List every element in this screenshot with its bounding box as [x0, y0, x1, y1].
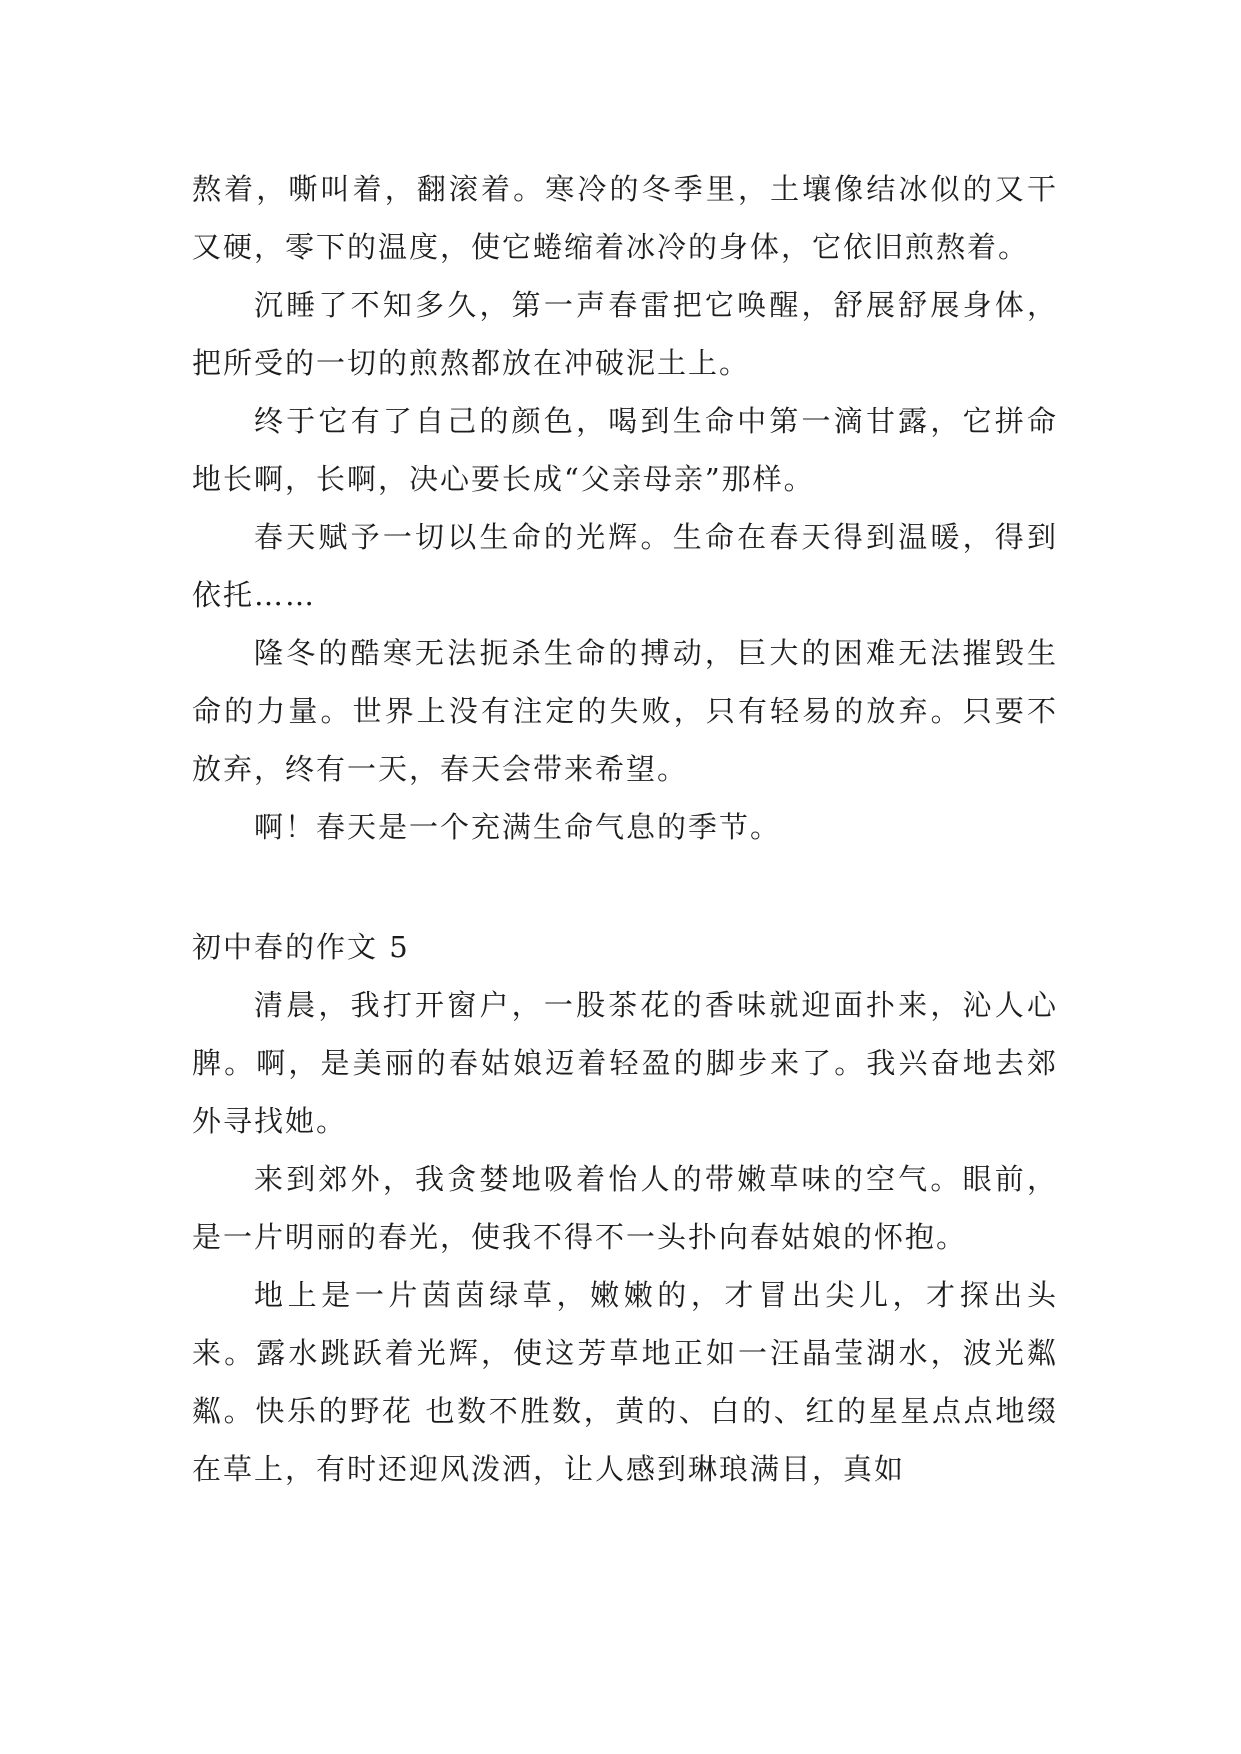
paragraph: 沉睡了不知多久，第一声春雷把它唤醒，舒展舒展身体，把所受的一切的煎熬都放在冲破泥土上。 — [192, 288, 1058, 380]
paragraph: 清晨，我打开窗户，一股茶花的香味就迎面扑来，沁人心脾。啊，是美丽的春姑娘迈着轻盈的脚步来了。我兴奋地去郊外寻找她。 — [192, 988, 1058, 1138]
paragraph: 隆冬的酷寒无法扼杀生命的搏动，巨大的困难无法摧毁生命的力量。世界上没有注定的失败，只有轻易的放弃。只要不放弃，终有一天，春天会带来希望。 — [192, 636, 1058, 786]
document-body — [192, 160, 1058, 1498]
paragraph: 春天赋予一切以生命的光辉。生命在春天得到温暖，得到依托…… — [192, 520, 1058, 612]
section-title: 初中春的作文 5 — [192, 930, 410, 964]
paragraph-continuation: 熬着，嘶叫着，翻滚着。寒冷的冬季里，土壤像结冰似的又干又硬，零下的温度，使它蜷缩着冰冷的身体，它依旧煎熬着。 — [192, 172, 1058, 264]
paragraph: 终于它有了自己的颜色，喝到生命中第一滴甘露，它拼命地长啊，长啊，决心要长成“父亲母亲”那样。 — [192, 404, 1058, 496]
paragraph: 来到郊外，我贪婪地吸着怡人的带嫩草味的空气。眼前，是一片明丽的春光，使我不得不一头扑向春姑娘的怀抱。 — [192, 1162, 1058, 1254]
paragraph: 地上是一片茵茵绿草，嫩嫩的，才冒出尖儿，才探出头来。露水跳跃着光辉，使这芳草地正如一汪晶莹湖水，波光粼粼。快乐的野花 也数不胜数，黄的、白的、红的星星点点地缀在草上，有时还迎风泼洒，让人感到琳琅满目，真如 — [192, 1278, 1058, 1486]
paragraph: 啊！春天是一个充满生命气息的季节。 — [254, 810, 782, 844]
